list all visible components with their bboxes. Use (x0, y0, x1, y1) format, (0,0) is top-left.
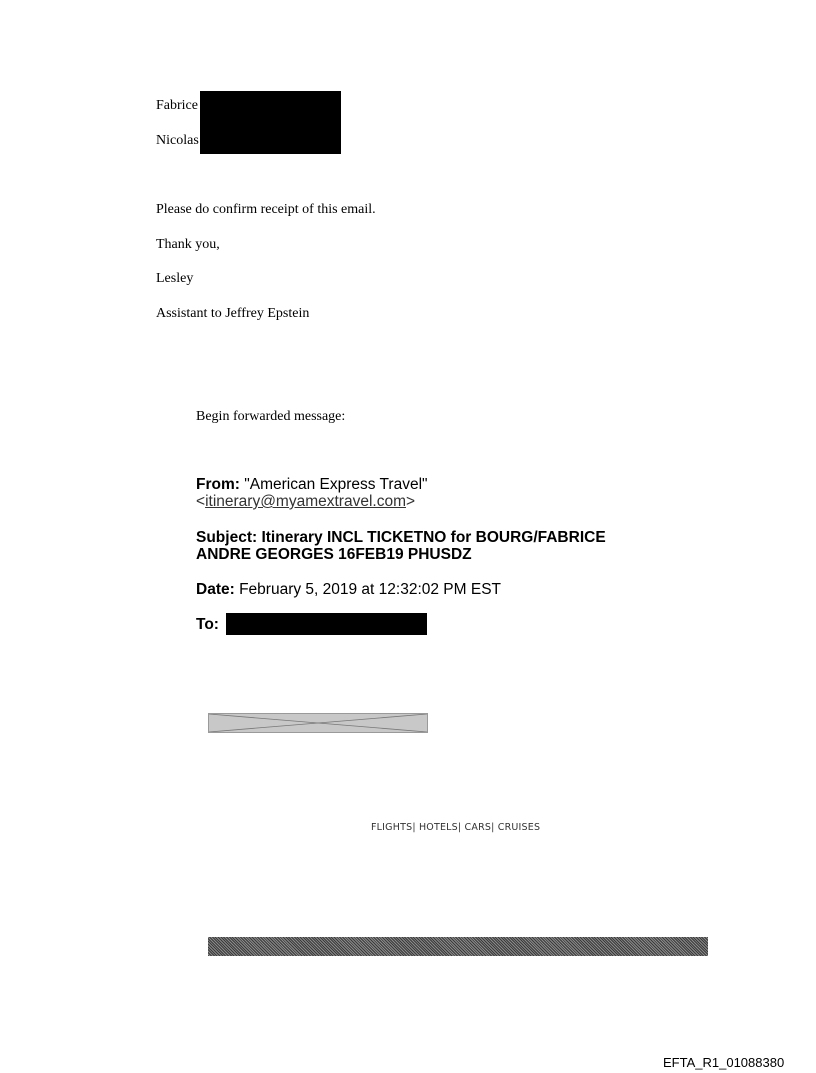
from-label: From: (196, 476, 240, 493)
date-row (196, 581, 501, 598)
subject-row (196, 529, 606, 546)
redaction-block-to (226, 613, 427, 635)
body-signature-title: Assistant to Jeffrey Epstein (156, 306, 310, 321)
nav-link-cars[interactable]: CARS (464, 822, 492, 833)
hatched-banner-bar (208, 937, 708, 956)
subject-label: Subject: (196, 529, 258, 546)
from-email-open: < (196, 493, 206, 510)
date-label: Date: (196, 581, 235, 598)
nav-link-hotels[interactable]: HOTELS (418, 822, 458, 833)
document-id-footer: EFTA_R1_01088380 (663, 1055, 785, 1070)
to-label: To: (196, 616, 219, 633)
forwarded-intro: Begin forwarded message: (196, 409, 346, 424)
nav-separator: | (457, 822, 462, 833)
recipient-fabrice: Fabrice (156, 98, 198, 113)
broken-image-placeholder (208, 713, 428, 733)
from-row (196, 476, 428, 493)
date-value: February 5, 2019 at 12:32:02 PM EST (239, 581, 502, 598)
recipient-nicolas: Nicolas (156, 133, 199, 148)
subject-line-1: Itinerary INCL TICKETNO for BOURG/FABRICE (261, 529, 606, 546)
from-email-link[interactable]: itinerary@myamextravel.com (205, 493, 406, 510)
body-confirm-line: Please do confirm receipt of this email. (156, 202, 376, 217)
redaction-block-recipients (200, 91, 341, 154)
nav-link-flights[interactable]: FLIGHTS (371, 822, 413, 833)
broken-image-icon (209, 714, 427, 732)
email-nav-links (371, 822, 540, 833)
body-thanks-line: Thank you, (156, 237, 220, 252)
body-signature-name: Lesley (156, 271, 194, 286)
nav-separator: | (491, 822, 495, 833)
subject-line-2: ANDRE GEORGES 16FEB19 PHUSDZ (196, 546, 472, 563)
nav-link-cruises[interactable]: CRUISES (497, 822, 541, 833)
from-name: "American Express Travel" (244, 476, 428, 493)
nav-separator: | (412, 822, 416, 833)
from-email-row (196, 493, 415, 510)
from-email-close: > (405, 493, 416, 510)
